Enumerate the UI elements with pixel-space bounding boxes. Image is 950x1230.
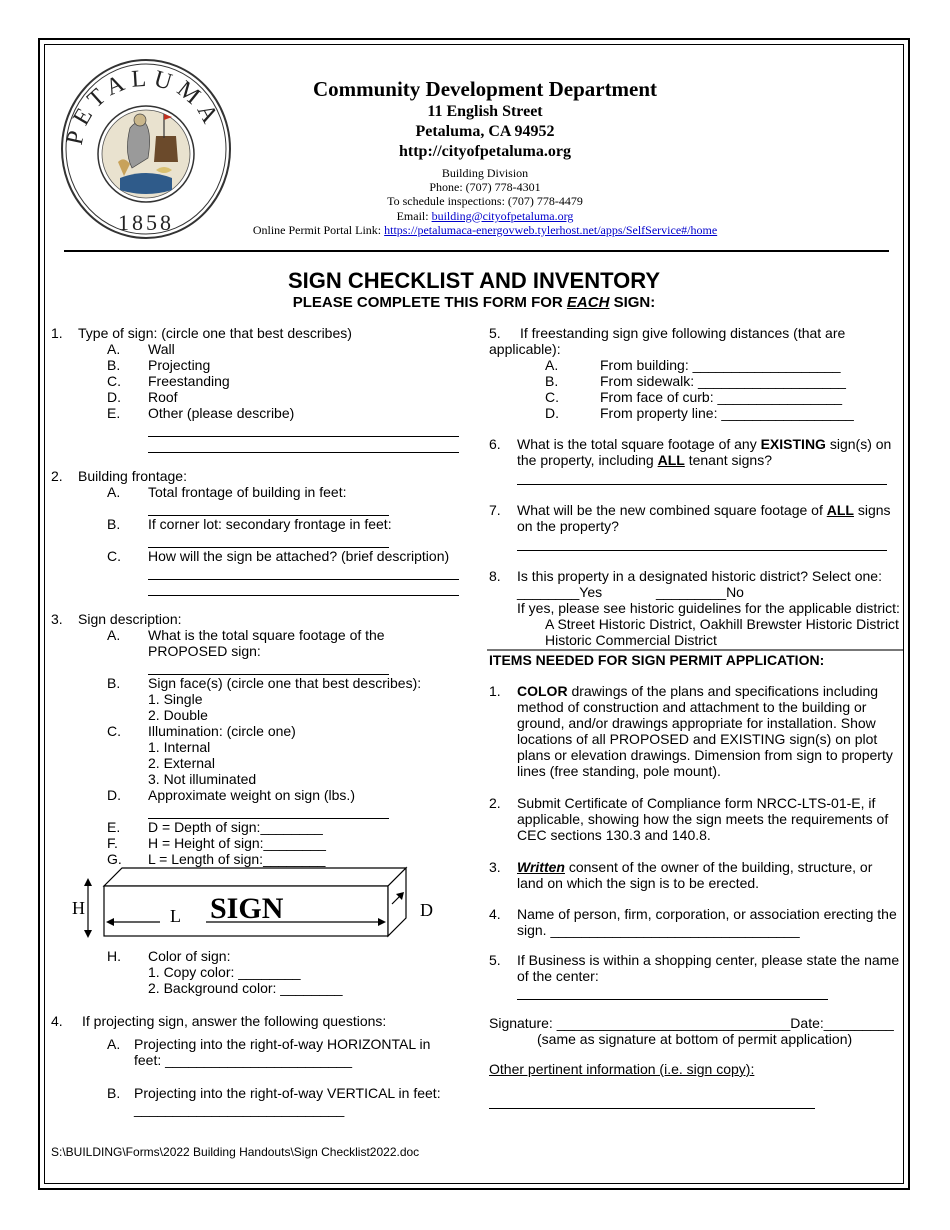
q7-text-2: on the property? xyxy=(517,518,619,534)
q7-t1c: signs xyxy=(853,502,891,518)
seal-year: 1858 xyxy=(118,210,174,235)
q8-text-1: Is this property in a designated historic district? Select one: xyxy=(517,568,882,584)
signature-line[interactable]: Signature: ______________________________Date:_________ xyxy=(489,1015,894,1031)
q5-a-text: From building: ___________________ xyxy=(600,357,841,373)
item-4-line-1: Name of person, firm, corporation, or association erecting the xyxy=(517,906,897,922)
q6-t2b: ALL xyxy=(657,452,685,468)
q4-number: 4. xyxy=(51,1013,63,1029)
q8-no-option[interactable]: _________No xyxy=(656,584,744,600)
q6-text-2 xyxy=(517,452,772,468)
item-3-line-1-text: consent of the owner of the building, structure, or xyxy=(564,859,873,875)
q1-number: 1. xyxy=(51,325,63,341)
q1-text: Type of sign: (circle one that best describes) xyxy=(78,325,352,341)
q2-number: 2. xyxy=(51,468,63,484)
q4-b-text-1: Projecting into the right-of-way VERTICAL in feet: xyxy=(134,1085,441,1101)
q3-b-opt-1: 1. Single xyxy=(148,691,203,707)
item-1-line-1-text: drawings of the plans and specifications including xyxy=(567,683,879,699)
q3-b-letter: B. xyxy=(107,675,121,691)
item-2-line-2: applicable, showing how the sign meets the requirements of xyxy=(517,811,889,827)
item-1-line-1 xyxy=(517,683,878,699)
q6-number: 6. xyxy=(489,436,501,452)
item-2-line-3: CEC sections 130.3 and 140.8. xyxy=(517,827,711,843)
q3-h-opt-2: 2. Background color: ________ xyxy=(148,980,343,996)
q3-text: Sign description: xyxy=(78,611,182,627)
other-info-line[interactable] xyxy=(489,1108,815,1109)
item-1-line-5: plans or elevation drawings. Dimension from sign to property xyxy=(517,747,893,763)
item-4-number: 4. xyxy=(489,906,501,922)
diagram-l-label: L xyxy=(170,906,181,926)
q3-c-opt-2: 2. External xyxy=(148,755,215,771)
q2-c-letter: C. xyxy=(107,548,121,564)
q3-c-opt-3: 3. Not illuminated xyxy=(148,771,257,787)
item-1-number: 1. xyxy=(489,683,501,699)
item-1-line-6: lines (free standing, pole mount). xyxy=(517,763,721,779)
header-divider xyxy=(64,250,889,252)
item-3-line-2: land on which the sign is to be erected. xyxy=(517,875,760,891)
q1-opt-e: Other (please describe) xyxy=(148,405,295,421)
footer-file-path: S:\BUILDING\Forms\2022 Building Handouts\Sign Checklist2022.doc xyxy=(51,1145,420,1159)
item-5-line-2: of the center: xyxy=(517,968,599,984)
diagram-h-label: H xyxy=(72,898,85,918)
item-1-line-2: method of construction and attachment to the building or xyxy=(517,699,867,715)
q5-b-text: From sidewalk: ___________________ xyxy=(600,373,846,389)
q6-t2c: tenant signs? xyxy=(684,452,772,468)
diagram-sign-label: SIGN xyxy=(210,892,284,925)
q3-b-text: Sign face(s) (circle one that best describes): xyxy=(148,675,422,691)
sign-box-top xyxy=(104,868,406,886)
q3-d-text: Approximate weight on sign (lbs.) xyxy=(148,787,355,803)
sign-dimension-diagram xyxy=(66,864,450,944)
q3-g-letter: G. xyxy=(107,851,122,867)
q4-a-text-2: feet: ________________________ xyxy=(134,1052,352,1068)
item-5-number: 5. xyxy=(489,952,501,968)
q7-number: 7. xyxy=(489,502,501,518)
q5-c-letter: C. xyxy=(545,389,559,405)
email-link[interactable]: building@cityofpetaluma.org xyxy=(431,208,574,223)
q3-a-text-1: What is the total square footage of the xyxy=(148,627,385,643)
email-line xyxy=(190,209,780,223)
q2-c-line-2[interactable] xyxy=(148,595,459,596)
q3-d-letter: D. xyxy=(107,787,121,803)
q3-c-text: Illumination: (circle one) xyxy=(148,723,296,739)
q5-number: 5. xyxy=(489,325,501,341)
q6-text-1 xyxy=(517,436,891,452)
q3-h-letter: H. xyxy=(107,948,121,964)
website: http://cityofpetaluma.org xyxy=(399,143,571,160)
item-2-line-1: Submit Certificate of Compliance form NRCC-LTS-01-E, if xyxy=(517,795,876,811)
q5-text-1: If freestanding sign give following distances (that are xyxy=(520,325,846,341)
q2-b-text: If corner lot: secondary frontage in feet: xyxy=(148,516,392,532)
email-label: Email: xyxy=(396,208,432,223)
q7-text-1 xyxy=(517,502,891,518)
q8-text-3: If yes, please see historic guidelines for the applicable district: xyxy=(517,600,900,616)
q1-opt-e-letter: E. xyxy=(107,405,121,421)
q4-a-letter: A. xyxy=(107,1036,121,1052)
phone: Phone: (707) 778-4301 xyxy=(429,180,541,195)
q5-b-letter: B. xyxy=(545,373,559,389)
title-main: SIGN CHECKLIST AND INVENTORY xyxy=(288,268,660,293)
q1-opt-a-letter: A. xyxy=(107,341,121,357)
q7-t1a: What will be the new combined square footage of xyxy=(517,502,827,518)
form-title xyxy=(44,268,904,312)
q2-a-text: Total frontage of building in feet: xyxy=(148,484,347,500)
item-5-line-1: If Business is within a shopping center, please state the name xyxy=(517,952,900,968)
q8-text-5: Historic Commercial District xyxy=(545,632,717,648)
q8-number: 8. xyxy=(489,568,501,584)
q1-opt-d-letter: D. xyxy=(107,389,121,405)
q3-h-text: Color of sign: xyxy=(148,948,231,964)
q6-t1b: EXISTING xyxy=(760,436,826,452)
signature-note: (same as signature at bottom of permit application) xyxy=(537,1031,853,1047)
q3-f-text: H = Height of sign:________ xyxy=(148,835,326,851)
q3-e-letter: E. xyxy=(107,819,121,835)
item-2-number: 2. xyxy=(489,795,501,811)
other-info-label: Other pertinent information (i.e. sign copy): xyxy=(489,1061,755,1077)
item-4-line-2: sign. ________________________________ xyxy=(517,922,800,938)
q1-opt-b: Projecting xyxy=(148,357,211,373)
q3-a-text-2: PROPOSED sign: xyxy=(148,643,261,659)
q3-a-letter: A. xyxy=(107,627,121,643)
items-heading: ITEMS NEEDED FOR SIGN PERMIT APPLICATION: xyxy=(489,652,825,668)
q1-opt-c: Freestanding xyxy=(148,373,230,389)
item-5-answer-line[interactable] xyxy=(517,999,828,1000)
q6-t1c: sign(s) on xyxy=(825,436,892,452)
q6-t2a: the property, including xyxy=(517,452,658,468)
q7-t1b: ALL xyxy=(826,502,854,518)
inspections-phone: To schedule inspections: (707) 778-4479 xyxy=(387,194,583,209)
q3-h-opt-1: 1. Copy color: ________ xyxy=(148,964,301,980)
q4-text: If projecting sign, answer the following questions: xyxy=(82,1013,387,1029)
q1-other-line-1[interactable] xyxy=(148,436,459,437)
q3-f-letter: F. xyxy=(107,835,118,851)
q5-d-text: From property line: _________________ xyxy=(600,405,854,421)
q1-opt-a: Wall xyxy=(148,341,175,357)
q1-opt-b-letter: B. xyxy=(107,357,121,373)
q1-other-line-2[interactable] xyxy=(148,452,459,453)
diagram-d-label: D xyxy=(420,900,433,920)
division: Building Division xyxy=(441,166,529,180)
q5-c-text: From face of curb: ________________ xyxy=(600,389,843,405)
title-sub-em: EACH xyxy=(566,294,610,311)
title-sub xyxy=(44,294,904,312)
item-3-number: 3. xyxy=(489,859,501,875)
letterhead xyxy=(190,76,780,237)
q4-b-text-2: ___________________________ xyxy=(134,1101,345,1117)
title-sub-pre: PLEASE COMPLETE THIS FORM FOR xyxy=(292,294,567,311)
q6-answer-line[interactable] xyxy=(517,484,887,485)
q1-opt-d: Roof xyxy=(148,389,178,405)
q3-b-opt-2: 2. Double xyxy=(148,707,208,723)
q5-d-letter: D. xyxy=(545,405,559,421)
department-name: Community Development Department xyxy=(312,77,658,101)
item-3-line-1 xyxy=(517,859,872,875)
portal-label: Online Permit Portal Link: xyxy=(252,222,385,237)
title-sub-post: SIGN: xyxy=(609,294,656,311)
q5-text-2: applicable): xyxy=(489,341,561,357)
item-3-bold: Written xyxy=(517,859,565,875)
q3-c-opt-1: 1. Internal xyxy=(148,739,211,755)
q6-t1a: What is the total square footage of any xyxy=(517,436,761,452)
q3-e-text: D = Depth of sign:________ xyxy=(148,819,323,835)
q3-number: 3. xyxy=(51,611,63,627)
city-address: Petaluma, CA 94952 xyxy=(415,123,555,140)
item-1-bold: COLOR xyxy=(517,683,568,699)
q4-a-text-1: Projecting into the right-of-way HORIZONTAL in xyxy=(134,1036,431,1052)
q3-g-text: L = Length of sign:________ xyxy=(148,851,326,867)
items-divider xyxy=(487,649,903,651)
street-address: 11 English Street xyxy=(427,103,543,120)
seal-text: PETALUMA xyxy=(61,65,226,148)
q2-c-text: How will the sign be attached? (brief description) xyxy=(148,548,450,564)
q2-a-letter: A. xyxy=(107,484,121,500)
q8-text-4: A Street Historic District, Oakhill Brewster Historic District xyxy=(545,616,899,632)
q4-b-letter: B. xyxy=(107,1085,121,1101)
height-arrow-bottom xyxy=(84,930,92,938)
q8-yes-option[interactable]: ________Yes xyxy=(517,584,603,600)
portal-line xyxy=(190,223,780,237)
q3-c-letter: C. xyxy=(107,723,121,739)
q7-answer-line[interactable] xyxy=(517,550,887,551)
item-1-line-3: ground, and/or drawings appropriate for installation. Show xyxy=(517,715,876,731)
portal-link[interactable]: https://petalumaca-energovweb.tylerhost.net/apps/SelfService#/home xyxy=(384,222,718,237)
item-1-line-4: locations of all PROPOSED and EXISTING sign(s) on plot xyxy=(517,731,878,747)
q1-opt-c-letter: C. xyxy=(107,373,121,389)
q5-a-letter: A. xyxy=(545,357,559,373)
q2-b-letter: B. xyxy=(107,516,121,532)
q2-text: Building frontage: xyxy=(78,468,187,484)
q2-c-line-1[interactable] xyxy=(148,579,459,580)
height-arrow-top xyxy=(84,878,92,886)
